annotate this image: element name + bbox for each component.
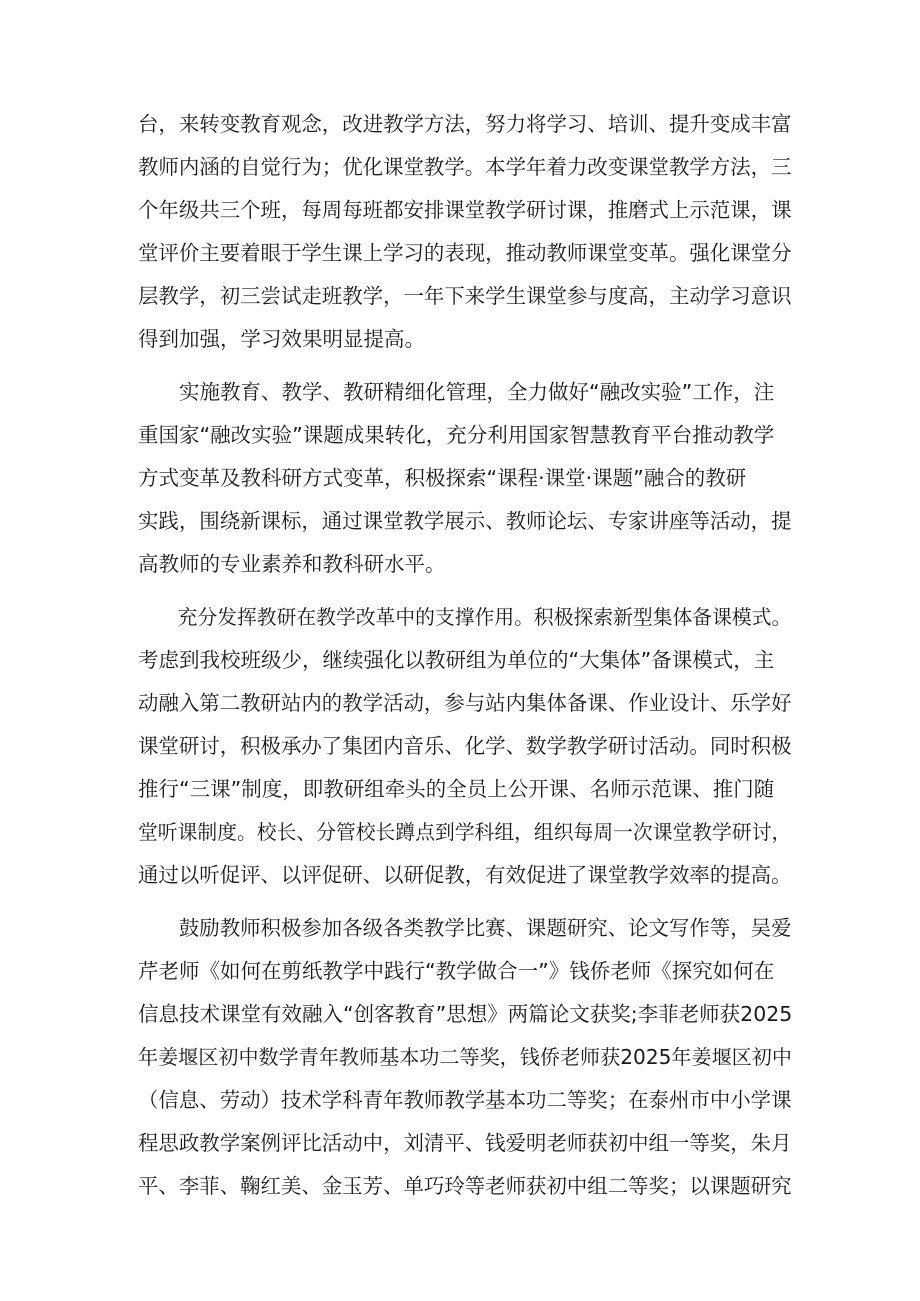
text-line: 通过以听促评、以评促研、以研促教，有效促进了课堂教学效率的提高。 (138, 863, 792, 887)
text-line: 层教学，初三尝试走班教学，一年下来学生课堂参与度高，主动学习意识 (138, 284, 792, 308)
text-line: 高教师的专业素养和教科研水平。 (138, 552, 446, 576)
text-line: 动融入第二教研站内的教学活动，参与站内集体备课、作业设计、乐学好 (138, 691, 792, 715)
text-line: 充分发挥教研在教学改革中的支撑作用。积极探索新型集体备课模式。 (138, 606, 792, 629)
text-line: 平、李菲、鞠红美、金玉芳、单巧玲等老师获初中组二等奖；以课题研究 (138, 1174, 792, 1198)
text-line: 课堂研讨，积极承办了集团内音乐、化学、数学教学研讨活动。同时积极 (138, 734, 792, 758)
text-line: 实践，围绕新课标，通过课堂教学展示、教师论坛、专家讲座等活动，提 (138, 509, 792, 533)
text-line: 信息技术课堂有效融入“创客教育”思想》两篇论文获奖;李菲老师获2025 (138, 1002, 793, 1026)
paragraph-1 (138, 103, 792, 361)
text-line: 方式变革及教科研方式变革，积极探索“课程·课堂·课题”融合的教研 (138, 466, 747, 490)
text-line: 考虑到我校班级少，继续强化以教研组为单位的“大集体”备课模式，主 (138, 648, 775, 672)
paragraph-4 (138, 907, 792, 1208)
text-line: （信息、劳动）技术学科青年教师教学基本功二等奖；在泰州市中小学课 (138, 1088, 792, 1112)
text-line: 实施教育、教学、教研精细化管理，全力做好“融改实验”工作，注 (138, 380, 775, 404)
text-line: 堂听课制度。校长、分管校长蹲点到学科组，组织每周一次课堂教学研讨， (138, 821, 792, 844)
text-line: 台，来转变教育观念，改进教学方法，努力将学习、培训、提升变成丰富 (138, 112, 792, 136)
text-line: 程思政教学案例评比活动中，刘清平、钱爱明老师获初中组一等奖，朱月 (138, 1131, 792, 1155)
paragraph-2 (138, 371, 792, 586)
text-line: 年姜堰区初中数学青年教师基本功二等奖，钱侨老师获2025年姜堰区初中 (138, 1045, 792, 1069)
text-line: 芹老师《如何在剪纸教学中践行“教学做合一”》钱侨老师《探究如何在 (138, 959, 775, 983)
text-line: 个年级共三个班，每周每班都安排课堂教学研讨课，推磨式上示范课，课 (138, 198, 792, 222)
text-line: 推行“三课”制度，即教研组牵头的全员上公开课、名师示范课、推门随 (138, 777, 775, 801)
paragraph-3 (138, 596, 792, 897)
text-line: 教师内涵的自觉行为；优化课堂教学。本学年着力改变课堂教学方法，三 (138, 155, 792, 179)
text-line: 重国家“融改实验”课题成果转化，充分利用国家智慧教育平台推动教学 (138, 423, 775, 447)
text-line: 得到加强，学习效果明显提高。 (138, 327, 425, 351)
text-line: 鼓励教师积极参加各级各类教学比赛、课题研究、论文写作等，吴爱 (138, 916, 792, 940)
body-text (138, 103, 792, 1208)
text-line: 堂评价主要着眼于学生课上学习的表现，推动教师课堂变革。强化课堂分 (138, 241, 792, 265)
